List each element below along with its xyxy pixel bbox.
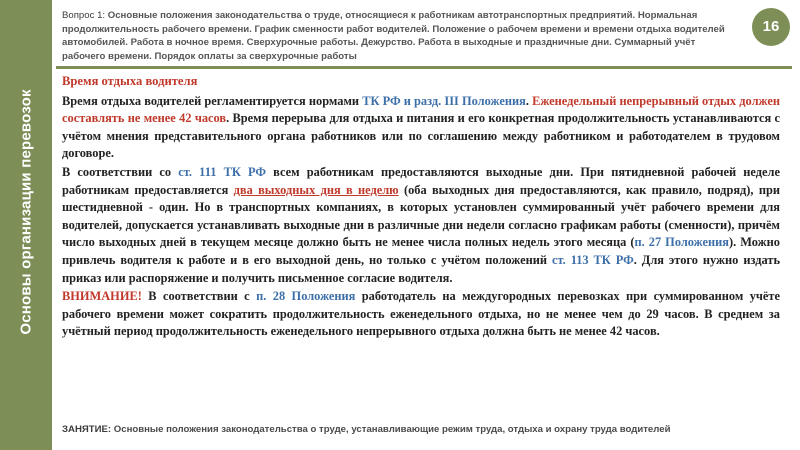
lesson-footer bbox=[62, 424, 782, 435]
sidebar bbox=[0, 0, 52, 450]
link-art-113[interactable]: ст. 113 ТК РФ bbox=[551, 252, 634, 267]
p3-text-1: В соответствии с bbox=[141, 289, 257, 304]
p1-text-1: Время отдыха водителей регламентируется нормами bbox=[62, 93, 363, 108]
p2-text-5: . Для этого нужно издать приказ или распоряжение и получить письменное согласие водителя. bbox=[62, 252, 780, 285]
p3-text-2: работодатель на междугородных перевозках при суммированном учёте рабочего времени может сократить продолжительность еженедельного отдыха, но не менее чем до 29 часов. В среднем за учётный период продолжительность еженедельного непрерывного отдыха должна быть не менее 42 часов. bbox=[62, 289, 780, 339]
emphasis-weekly-rest: Еженедельный непрерывный отдых должен составлять не менее 42 часов bbox=[62, 93, 780, 126]
footer-text: Основные положения законодательства о труде, устанавливающие режим труда, отдыха и охрану труда водителей bbox=[111, 424, 671, 435]
section-heading: Время отдыха водителя bbox=[62, 74, 198, 88]
main-content bbox=[62, 73, 780, 342]
emphasis-two-days-off: два выходных дня в неделю bbox=[233, 182, 399, 197]
attention-label: ВНИМАНИЕ! bbox=[62, 289, 142, 304]
p1-text-2: . bbox=[525, 93, 533, 108]
question-header bbox=[62, 9, 732, 63]
sidebar-title: Основы организации перевозок bbox=[17, 89, 35, 335]
paragraph-3 bbox=[62, 288, 780, 341]
link-art-111[interactable]: ст. 111 ТК РФ bbox=[178, 164, 266, 179]
p2-text-4: ). Можно привлечь водителя к работе и в его выходной день, но только с учётом положений bbox=[62, 235, 780, 267]
slide-number-badge: 16 bbox=[752, 8, 790, 46]
question-text: Основные положения законодательства о труде, относящиеся к работникам автотранспортных предприятий. Нормальная продолжительность рабочего времени. График сменности работ водителей. Положение о рабочем времени и времени отдыха водителей автомобилей. Работа в ночное время. Сверхурочные работы. Дежурство. Работа в выходные и праздничные дни. Суммарный учёт рабочего времени. Порядок оплаты за сверхурочные работы bbox=[62, 10, 725, 62]
link-tk-rf-section-3[interactable]: ТК РФ и разд. III Положения bbox=[362, 93, 526, 108]
p1-text-3: . Время перерыва для отдыха и питания и его конкретная продолжительность устанавливаются с учётом мнения представительного органа работников или по соглашению между работником и работодателем в трудовом договоре. bbox=[62, 111, 780, 161]
footer-label: ЗАНЯТИЕ: bbox=[62, 424, 112, 435]
p2-text-2: всем работникам предоставляются выходные дни. При пятидневной рабочей неделе работникам предоставляется bbox=[62, 164, 780, 197]
paragraph-2 bbox=[62, 164, 780, 287]
link-para-27[interactable]: п. 27 Положения bbox=[634, 235, 729, 250]
header-divider bbox=[56, 66, 792, 69]
link-para-28[interactable]: п. 28 Положения bbox=[256, 289, 356, 304]
p2-text-3: (оба выходных дня предоставляются, как правило, подряд), при шестидневной - один. Но в транспортных компаниях, в которых установлен суммированный учёт рабочего времени для водителей, допускается устанавливать выходные дни в различные дни недели согласно графикам работы (сменности), причём число выходных дней в текущем месяце должно быть не менее числа полных недель этого месяца ( bbox=[62, 182, 781, 250]
p2-text-1: В соответствии со bbox=[62, 164, 179, 179]
question-label: Вопрос 1: bbox=[62, 10, 106, 21]
paragraph-1 bbox=[62, 93, 780, 163]
